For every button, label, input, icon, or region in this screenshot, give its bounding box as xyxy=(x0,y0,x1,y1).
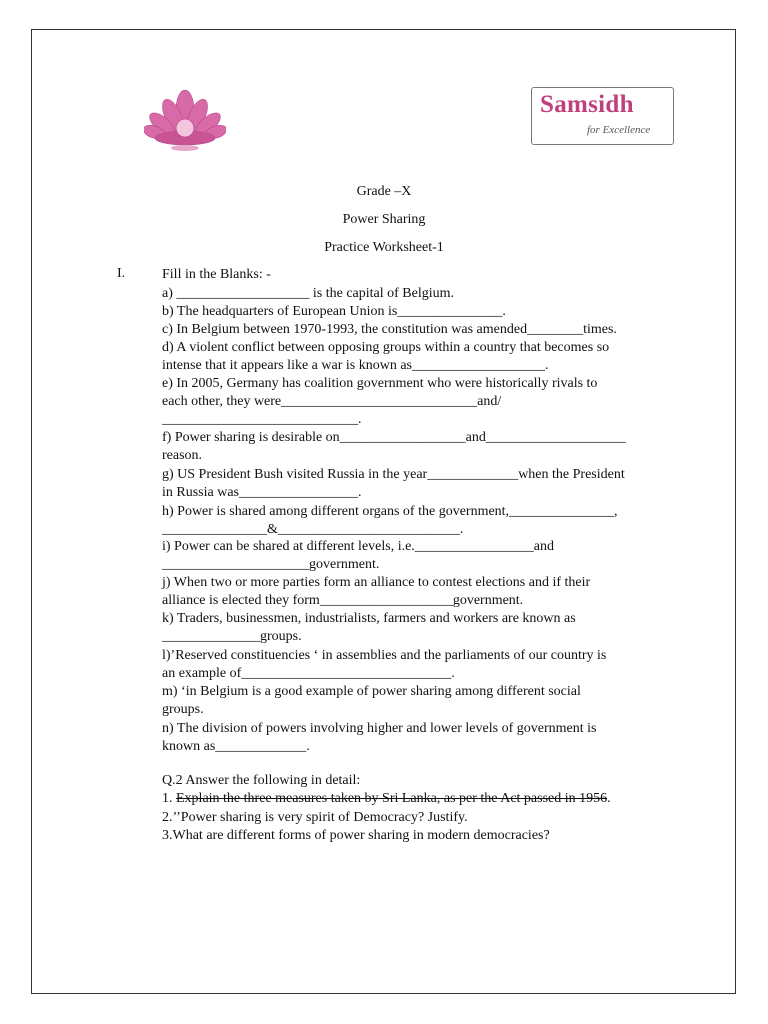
fill-line: _______________&__________________________. xyxy=(162,522,464,537)
brand-tagline: for Excellence xyxy=(587,124,651,136)
samsidh-logo xyxy=(531,87,674,145)
section-title: Fill in the Blanks: - xyxy=(162,267,271,282)
fill-line: j) When two or more parties form an alliance to contest elections and if their xyxy=(162,575,591,590)
question-1-text: Explain the three measures taken by Sri Lanka, as per the Act passed in 1956 xyxy=(176,791,608,806)
fill-line: n) The division of powers involving higher and lower levels of government is xyxy=(162,721,597,736)
question-1 xyxy=(162,791,611,807)
question-1-period: . xyxy=(607,791,611,806)
section2-title: Q.2 Answer the following in detail: xyxy=(162,773,361,788)
question-2: 2.’’Power sharing is very spirit of Democracy? Justify. xyxy=(162,810,468,825)
fill-line: l)’Reserved constituencies ‘ in assemblies and the parliaments of our country is xyxy=(162,648,607,663)
fill-line: ______________groups. xyxy=(162,629,302,644)
fill-line: groups. xyxy=(162,702,204,717)
question-1-number: 1. xyxy=(162,791,176,806)
fill-line: an example of______________________________. xyxy=(162,666,455,681)
fill-line: e) In 2005, Germany has coalition government who were historically rivals to xyxy=(162,376,598,391)
fill-line: a) ___________________ is the capital of Belgium. xyxy=(162,286,455,301)
fill-line: i) Power can be shared at different levels, i.e._________________and xyxy=(162,539,555,554)
fill-line: c) In Belgium between 1970-1993, the constitution was amended________times. xyxy=(162,322,617,337)
fill-line: ____________________________. xyxy=(162,412,362,427)
fill-line: k) Traders, businessmen, industrialists, farmers and workers are known as xyxy=(162,611,576,626)
fill-line: d) A violent conflict between opposing groups within a country that becomes so xyxy=(162,340,610,355)
fill-line: _____________________government. xyxy=(162,557,380,572)
fill-line: known as_____________. xyxy=(162,739,310,754)
fill-line: m) ‘in Belgium is a good example of power sharing among different social xyxy=(162,684,581,699)
fill-line: h) Power is shared among different organs of the government,_______________, xyxy=(162,504,618,519)
brand-name: Samsidh xyxy=(540,91,634,118)
lotus-logo-icon xyxy=(144,86,226,154)
fill-line: in Russia was_________________. xyxy=(162,485,362,500)
fill-line: intense that it appears like a war is known as___________________. xyxy=(162,358,549,373)
grade-heading: Grade –X xyxy=(356,184,412,199)
fill-line: each other, they were____________________________and/ xyxy=(162,394,502,409)
fill-line: b) The headquarters of European Union is_______________. xyxy=(162,304,506,319)
fill-line: f) Power sharing is desirable on__________________and____________________ xyxy=(162,430,626,445)
question-3: 3.What are different forms of power sharing in modern democracies? xyxy=(162,828,550,843)
worksheet-heading: Practice Worksheet-1 xyxy=(324,240,444,255)
fill-line: reason. xyxy=(162,448,203,463)
fill-line: g) US President Bush visited Russia in the year_____________when the President xyxy=(162,467,625,482)
subject-heading: Power Sharing xyxy=(342,212,426,227)
section-numeral: I. xyxy=(117,266,126,281)
fill-line: alliance is elected they form___________________government. xyxy=(162,593,524,608)
